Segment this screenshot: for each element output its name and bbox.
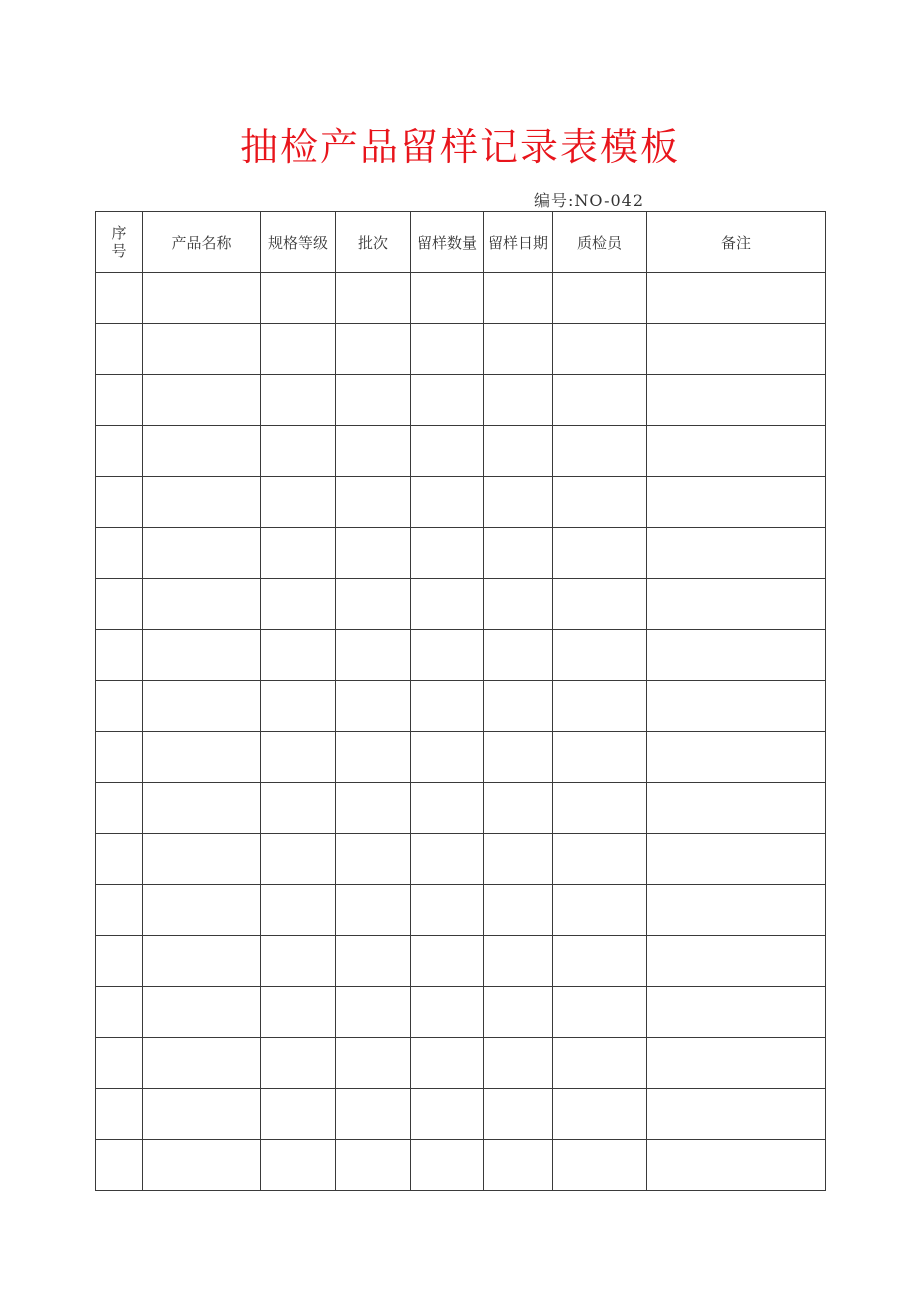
sample-date-cell[interactable]: [484, 885, 553, 936]
inspector-cell[interactable]: [553, 1089, 647, 1140]
inspector-cell[interactable]: [553, 579, 647, 630]
spec-grade-cell[interactable]: [261, 273, 336, 324]
serial-number-cell[interactable]: [96, 1140, 143, 1191]
sample-date-cell[interactable]: [484, 579, 553, 630]
serial-number-cell[interactable]: [96, 1089, 143, 1140]
table-header-row: [96, 212, 826, 273]
spec-grade-cell[interactable]: [261, 477, 336, 528]
inspector-cell[interactable]: [553, 1038, 647, 1089]
remarks-cell[interactable]: [647, 375, 826, 426]
sample-date-cell[interactable]: [484, 732, 553, 783]
spec-grade-cell[interactable]: [261, 936, 336, 987]
inspector-cell[interactable]: [553, 375, 647, 426]
remarks-cell[interactable]: [647, 477, 826, 528]
product-name-cell[interactable]: [143, 1038, 261, 1089]
sample-quantity-cell[interactable]: [411, 1038, 484, 1089]
table-row: [96, 1038, 826, 1089]
remarks-cell[interactable]: [647, 681, 826, 732]
serial-number-cell[interactable]: [96, 885, 143, 936]
header-spec-grade: 规格等级: [261, 212, 336, 273]
remarks-cell[interactable]: [647, 579, 826, 630]
remarks-cell[interactable]: [647, 1140, 826, 1191]
spec-grade-cell[interactable]: [261, 528, 336, 579]
sample-quantity-cell[interactable]: [411, 1140, 484, 1191]
inspector-cell[interactable]: [553, 936, 647, 987]
sample-quantity-cell[interactable]: [411, 324, 484, 375]
serial-number-cell[interactable]: [96, 987, 143, 1038]
inspector-cell[interactable]: [553, 630, 647, 681]
serial-number-cell[interactable]: [96, 579, 143, 630]
table-row: [96, 834, 826, 885]
serial-number-cell[interactable]: [96, 681, 143, 732]
batch-cell[interactable]: [336, 477, 411, 528]
table-row: [96, 681, 826, 732]
header-batch: 批次: [336, 212, 411, 273]
table-row: [96, 426, 826, 477]
serial-number-cell[interactable]: [96, 324, 143, 375]
remarks-cell[interactable]: [647, 426, 826, 477]
sample-quantity-cell[interactable]: [411, 1089, 484, 1140]
product-name-cell[interactable]: [143, 528, 261, 579]
sample-date-cell[interactable]: [484, 783, 553, 834]
batch-cell[interactable]: [336, 375, 411, 426]
sample-quantity-cell[interactable]: [411, 936, 484, 987]
sample-quantity-cell[interactable]: [411, 477, 484, 528]
batch-cell[interactable]: [336, 732, 411, 783]
table-row: [96, 987, 826, 1038]
product-name-cell[interactable]: [143, 426, 261, 477]
sample-quantity-cell[interactable]: [411, 273, 484, 324]
batch-cell[interactable]: [336, 630, 411, 681]
table-row: [96, 375, 826, 426]
product-name-cell[interactable]: [143, 579, 261, 630]
batch-cell[interactable]: [336, 528, 411, 579]
serial-number-cell[interactable]: [96, 375, 143, 426]
header-serial-number: 序号: [96, 212, 143, 273]
remarks-cell[interactable]: [647, 987, 826, 1038]
table-row: [96, 885, 826, 936]
product-name-cell[interactable]: [143, 273, 261, 324]
product-name-cell[interactable]: [143, 783, 261, 834]
batch-cell[interactable]: [336, 783, 411, 834]
serial-number-cell[interactable]: [96, 834, 143, 885]
inspector-cell[interactable]: [553, 426, 647, 477]
table-row: [96, 783, 826, 834]
product-name-cell[interactable]: [143, 936, 261, 987]
inspector-cell[interactable]: [553, 528, 647, 579]
sample-quantity-cell[interactable]: [411, 681, 484, 732]
serial-number-cell[interactable]: [96, 426, 143, 477]
table-row: [96, 477, 826, 528]
batch-cell[interactable]: [336, 426, 411, 477]
remarks-cell[interactable]: [647, 936, 826, 987]
spec-grade-cell[interactable]: [261, 579, 336, 630]
spec-grade-cell[interactable]: [261, 426, 336, 477]
serial-number-cell[interactable]: [96, 732, 143, 783]
batch-cell[interactable]: [336, 324, 411, 375]
sample-quantity-cell[interactable]: [411, 987, 484, 1038]
spec-grade-cell[interactable]: [261, 324, 336, 375]
batch-cell[interactable]: [336, 681, 411, 732]
spec-grade-cell[interactable]: [261, 1140, 336, 1191]
table-body: [96, 273, 826, 1191]
inspector-cell[interactable]: [553, 681, 647, 732]
product-name-cell[interactable]: [143, 1089, 261, 1140]
remarks-cell[interactable]: [647, 1089, 826, 1140]
spec-grade-cell[interactable]: [261, 375, 336, 426]
header-inspector: 质检员: [553, 212, 647, 273]
spec-grade-cell[interactable]: [261, 1038, 336, 1089]
product-name-cell[interactable]: [143, 324, 261, 375]
document-number: 编号:NO-042: [534, 191, 645, 210]
inspector-cell[interactable]: [553, 1140, 647, 1191]
sample-quantity-cell[interactable]: [411, 885, 484, 936]
spec-grade-cell[interactable]: [261, 987, 336, 1038]
inspector-cell[interactable]: [553, 324, 647, 375]
sample-quantity-cell[interactable]: [411, 630, 484, 681]
spec-grade-cell[interactable]: [261, 1089, 336, 1140]
batch-cell[interactable]: [336, 1038, 411, 1089]
remarks-cell[interactable]: [647, 630, 826, 681]
serial-number-cell[interactable]: [96, 783, 143, 834]
table-row: [96, 324, 826, 375]
sample-record-table: [95, 211, 826, 1191]
spec-grade-cell[interactable]: [261, 834, 336, 885]
table-row: [96, 273, 826, 324]
sample-date-cell[interactable]: [484, 936, 553, 987]
sample-quantity-cell[interactable]: [411, 426, 484, 477]
sample-date-cell[interactable]: [484, 630, 553, 681]
sample-date-cell[interactable]: [484, 273, 553, 324]
sample-quantity-cell[interactable]: [411, 783, 484, 834]
header-sample-quantity: 留样数量: [411, 212, 484, 273]
remarks-cell[interactable]: [647, 324, 826, 375]
batch-cell[interactable]: [336, 579, 411, 630]
product-name-cell[interactable]: [143, 681, 261, 732]
product-name-cell[interactable]: [143, 477, 261, 528]
product-name-cell[interactable]: [143, 987, 261, 1038]
header-remarks: 备注: [647, 212, 826, 273]
inspector-cell[interactable]: [553, 732, 647, 783]
sample-date-cell[interactable]: [484, 834, 553, 885]
serial-number-cell[interactable]: [96, 1038, 143, 1089]
sample-date-cell[interactable]: [484, 681, 553, 732]
remarks-cell[interactable]: [647, 528, 826, 579]
header-sample-date: 留样日期: [484, 212, 553, 273]
sample-quantity-cell[interactable]: [411, 579, 484, 630]
spec-grade-cell[interactable]: [261, 732, 336, 783]
sample-date-cell[interactable]: [484, 426, 553, 477]
product-name-cell[interactable]: [143, 834, 261, 885]
table-row: [96, 1089, 826, 1140]
serial-number-cell[interactable]: [96, 528, 143, 579]
spec-grade-cell[interactable]: [261, 681, 336, 732]
header-product-name: 产品名称: [143, 212, 261, 273]
remarks-cell[interactable]: [647, 783, 826, 834]
remarks-cell[interactable]: [647, 1038, 826, 1089]
sample-date-cell[interactable]: [484, 324, 553, 375]
sample-quantity-cell[interactable]: [411, 834, 484, 885]
sample-date-cell[interactable]: [484, 987, 553, 1038]
sample-quantity-cell[interactable]: [411, 732, 484, 783]
inspector-cell[interactable]: [553, 885, 647, 936]
product-name-cell[interactable]: [143, 375, 261, 426]
table-row: [96, 936, 826, 987]
product-name-cell[interactable]: [143, 885, 261, 936]
serial-number-cell[interactable]: [96, 477, 143, 528]
inspector-cell[interactable]: [553, 477, 647, 528]
batch-cell[interactable]: [336, 885, 411, 936]
inspector-cell[interactable]: [553, 273, 647, 324]
sample-date-cell[interactable]: [484, 1140, 553, 1191]
serial-number-cell[interactable]: [96, 273, 143, 324]
batch-cell[interactable]: [336, 987, 411, 1038]
spec-grade-cell[interactable]: [261, 783, 336, 834]
sample-quantity-cell[interactable]: [411, 375, 484, 426]
serial-number-cell[interactable]: [96, 936, 143, 987]
sample-date-cell[interactable]: [484, 1038, 553, 1089]
sample-quantity-cell[interactable]: [411, 528, 484, 579]
product-name-cell[interactable]: [143, 630, 261, 681]
batch-cell[interactable]: [336, 834, 411, 885]
batch-cell[interactable]: [336, 1140, 411, 1191]
spec-grade-cell[interactable]: [261, 885, 336, 936]
product-name-cell[interactable]: [143, 732, 261, 783]
remarks-cell[interactable]: [647, 834, 826, 885]
sample-date-cell[interactable]: [484, 375, 553, 426]
spec-grade-cell[interactable]: [261, 630, 336, 681]
sample-date-cell[interactable]: [484, 1089, 553, 1140]
inspector-cell[interactable]: [553, 834, 647, 885]
table-row: [96, 630, 826, 681]
table-row: [96, 528, 826, 579]
document-title: 抽检产品留样记录表模板: [239, 125, 680, 169]
table-row: [96, 732, 826, 783]
serial-number-cell[interactable]: [96, 630, 143, 681]
table-row: [96, 1140, 826, 1191]
inspector-cell[interactable]: [553, 783, 647, 834]
table-row: [96, 579, 826, 630]
batch-cell[interactable]: [336, 273, 411, 324]
product-name-cell[interactable]: [143, 1140, 261, 1191]
inspector-cell[interactable]: [553, 987, 647, 1038]
remarks-cell[interactable]: [647, 732, 826, 783]
sample-date-cell[interactable]: [484, 528, 553, 579]
remarks-cell[interactable]: [647, 273, 826, 324]
batch-cell[interactable]: [336, 936, 411, 987]
batch-cell[interactable]: [336, 1089, 411, 1140]
sample-date-cell[interactable]: [484, 477, 553, 528]
remarks-cell[interactable]: [647, 885, 826, 936]
